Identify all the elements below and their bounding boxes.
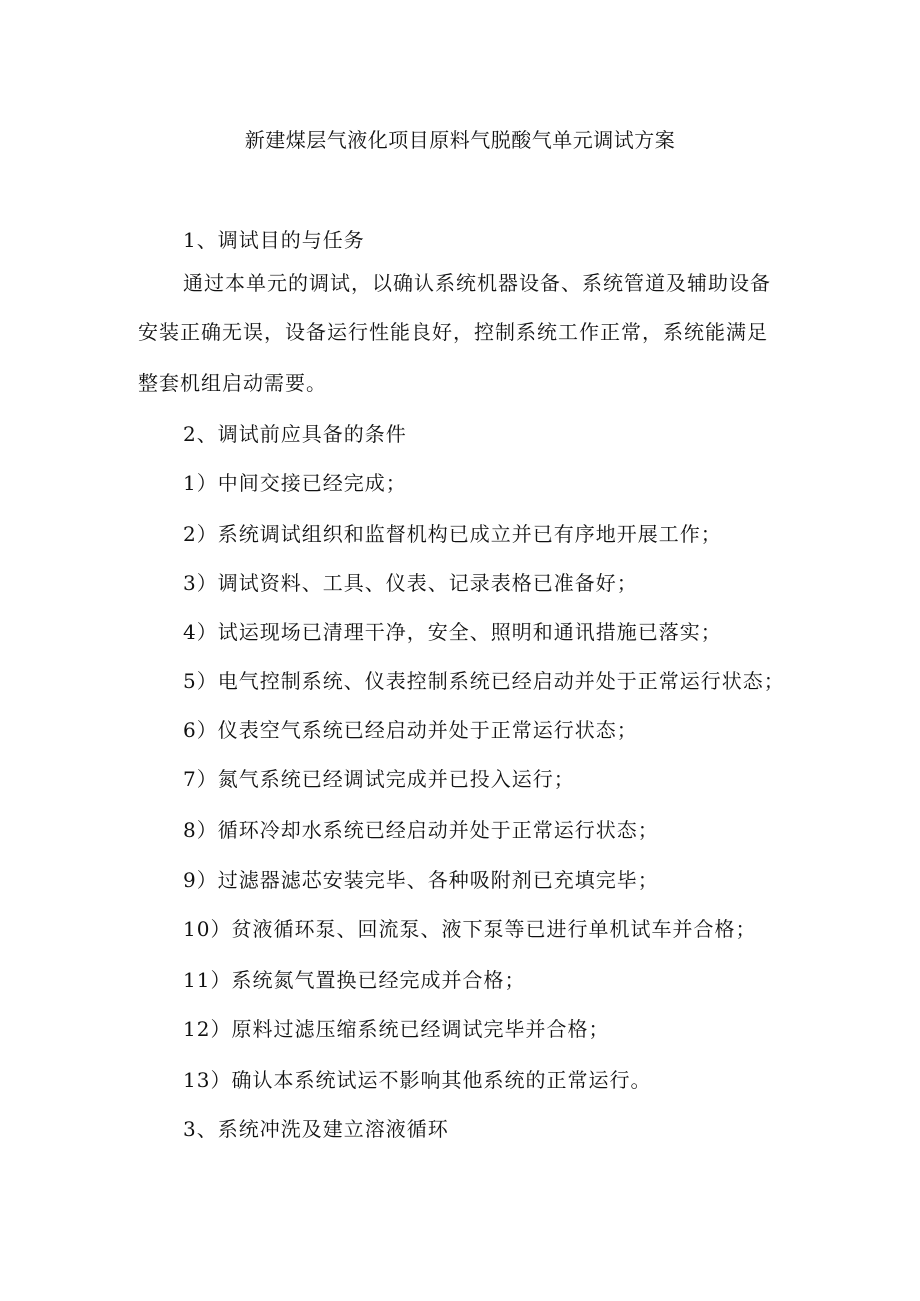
list-item: 9）过滤器滤芯安装完毕、各种吸附剂已充填完毕；	[183, 868, 659, 892]
list-item: 7）氮气系统已经调试完成并已投入运行；	[183, 767, 575, 791]
list-item: 11）系统氮气置换已经完成并合格；	[183, 968, 526, 992]
section-2-heading: 2、调试前应具备的条件	[183, 422, 407, 446]
section-1-paragraph-line-1: 通过本单元的调试，以确认系统机器设备、系统管道及辅助设备	[183, 271, 771, 295]
section-1-paragraph-line-3: 整套机组启动需要。	[138, 371, 327, 395]
list-item: 13）确认本系统试运不影响其他系统的正常运行。	[183, 1068, 652, 1092]
list-item: 3）调试资料、工具、仪表、记录表格已准备好；	[183, 571, 638, 595]
list-item: 2）系统调试组织和监督机构已成立并已有序地开展工作；	[183, 522, 722, 546]
list-item: 5）电气控制系统、仪表控制系统已经启动并处于正常运行状态；	[183, 669, 785, 693]
list-item: 1）中间交接已经完成；	[183, 471, 407, 495]
section-3-heading: 3、系统冲洗及建立溶液循环	[183, 1117, 449, 1141]
section-1-heading: 1、调试目的与任务	[183, 228, 365, 252]
list-item: 4）试运现场已清理干净，安全、照明和通讯措施已落实；	[183, 620, 722, 644]
section-1-paragraph-line-2: 安装正确无误，设备运行性能良好，控制系统工作正常，系统能满足	[138, 320, 768, 344]
document-title: 新建煤层气液化项目原料气脱酸气单元调试方案	[244, 128, 676, 152]
list-item: 10）贫液循环泵、回流泵、液下泵等已进行单机试车并合格；	[183, 917, 757, 941]
list-item: 6）仪表空气系统已经启动并处于正常运行状态；	[183, 718, 638, 742]
list-item: 12）原料过滤压缩系统已经调试完毕并合格；	[183, 1017, 610, 1041]
list-item: 8）循环冷却水系统已经启动并处于正常运行状态；	[183, 818, 659, 842]
